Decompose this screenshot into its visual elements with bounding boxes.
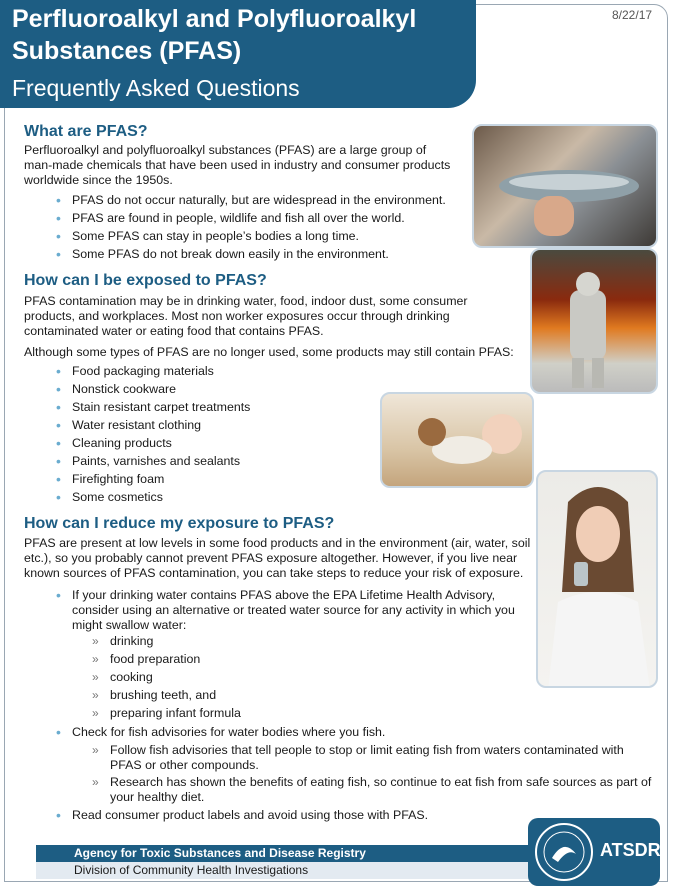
section3-para-line: known sources of PFAS contamination, you can take steps to reduce your risk of exposure. xyxy=(24,566,524,580)
list-item: Read consumer product labels and avoid using those with PFAS. xyxy=(72,808,429,822)
section3-para-line: PFAS are present at low levels in some food products and in the environment (air, water, soil xyxy=(24,536,531,550)
baby-photo xyxy=(380,392,534,488)
chevron-right-icon: » xyxy=(92,775,99,789)
bullet-icon: • xyxy=(56,807,61,823)
title-line-1: Perfluoroalkyl and Polyfluoroalkyl xyxy=(12,5,417,33)
list-item: Food packaging materials xyxy=(72,364,214,378)
bullet-icon: • xyxy=(56,471,61,487)
bullet-icon: • xyxy=(56,724,61,740)
list-item: Water resistant clothing xyxy=(72,418,202,432)
sub-list-item: drinking xyxy=(110,634,154,648)
sub-list-item: Follow fish advisories that tell people to stop or limit eating fish from waters contaminated with xyxy=(110,743,624,757)
sub-list-item: cooking xyxy=(110,670,153,684)
bullet-icon: • xyxy=(56,587,61,603)
list-item: Stain resistant carpet treatments xyxy=(72,400,251,414)
list-item: Check for fish advisories for water bodies where you fish. xyxy=(72,725,386,739)
chevron-right-icon: » xyxy=(92,634,99,648)
heading-what-are-pfas: What are PFAS? xyxy=(24,123,148,140)
bullet-icon: • xyxy=(56,210,61,226)
date: 8/22/17 xyxy=(612,8,653,22)
section3-para-line: etc.), so you probably cannot prevent PFAS exposure altogether. However, if you live near xyxy=(24,551,518,565)
bullet-icon: • xyxy=(56,435,61,451)
heading-reduce-exposure: How can I reduce my exposure to PFAS? xyxy=(24,515,335,532)
section1-para-line: Perfluoroalkyl and polyfluoroalkyl substances (PFAS) are a large group of xyxy=(24,143,427,157)
list-item-continued: consider using an alternative or treated water source for any activity in which you xyxy=(72,603,515,617)
woman-icon xyxy=(538,472,658,688)
fish-icon xyxy=(474,126,658,248)
bullet-icon: • xyxy=(56,192,61,208)
list-item: Some PFAS do not break down easily in the environment. xyxy=(72,247,389,261)
division-name: Division of Community Health Investigations xyxy=(74,863,309,877)
subtitle: Frequently Asked Questions xyxy=(12,75,300,101)
section1-para-line: worldwide since the 1950s. xyxy=(24,173,173,187)
baby-icon xyxy=(382,394,534,488)
bullet-icon: • xyxy=(56,417,61,433)
chevron-right-icon: » xyxy=(92,743,99,757)
bullet-icon: • xyxy=(56,489,61,505)
bullet-icon: • xyxy=(56,246,61,262)
bullet-icon: • xyxy=(56,381,61,397)
section2-para-line: PFAS contamination may be in drinking water, food, indoor dust, some consumer xyxy=(24,294,468,308)
list-item: PFAS are found in people, wildlife and fish all over the world. xyxy=(72,211,405,225)
logo-text: ATSDR xyxy=(600,840,661,860)
list-item: Firefighting foam xyxy=(72,472,165,486)
woman-drinking-photo xyxy=(536,470,658,688)
sub-list-item: brushing teeth, and xyxy=(110,688,217,702)
list-item: Paints, varnishes and sealants xyxy=(72,454,241,468)
section2-para-line: contaminated water or eating food that contains PFAS. xyxy=(24,324,324,338)
sub-list-item: preparing infant formula xyxy=(110,706,241,720)
chevron-right-icon: » xyxy=(92,652,99,666)
firefighter-icon xyxy=(532,250,658,394)
list-item-continued: might swallow water: xyxy=(72,618,187,632)
section1-para-line: man-made chemicals that have been used in industry and consumer products xyxy=(24,158,451,172)
sub-list-item: Research has shown the benefits of eating fish, so continue to eat fish from safe sources as part of xyxy=(110,775,652,789)
firefighter-photo xyxy=(530,248,658,394)
list-item: PFAS do not occur naturally, but are widespread in the environment. xyxy=(72,193,446,207)
chevron-right-icon: » xyxy=(92,688,99,702)
list-item: Nonstick cookware xyxy=(72,382,176,396)
list-item: Some cosmetics xyxy=(72,490,163,504)
fish-photo xyxy=(472,124,658,248)
agency-name: Agency for Toxic Substances and Disease Registry xyxy=(74,846,366,860)
list-item: Some PFAS can stay in people’s bodies a long time. xyxy=(72,229,359,243)
section2-para2: Although some types of PFAS are no longer used, some products may still contain PFAS: xyxy=(24,345,514,359)
bullet-icon: • xyxy=(56,228,61,244)
bullet-icon: • xyxy=(56,453,61,469)
chevron-right-icon: » xyxy=(92,706,99,720)
atsdr-logo xyxy=(528,818,660,886)
heading-exposure: How can I be exposed to PFAS? xyxy=(24,272,267,289)
sub-list-item-continued: PFAS or other compounds. xyxy=(110,758,259,772)
sub-list-item: food preparation xyxy=(110,652,201,666)
title-banner xyxy=(0,0,476,108)
list-item: If your drinking water contains PFAS above the EPA Lifetime Health Advisory, xyxy=(72,588,496,602)
bullet-icon: • xyxy=(56,363,61,379)
sub-list-item-continued: your healthy diet. xyxy=(110,790,205,804)
hhs-seal-icon xyxy=(528,818,594,886)
list-item: Cleaning products xyxy=(72,436,172,450)
chevron-right-icon: » xyxy=(92,670,99,684)
bullet-icon: • xyxy=(56,399,61,415)
section2-para-line: products, and workplaces. Most non worker exposures occur through drinking xyxy=(24,309,450,323)
title-line-2: Substances (PFAS) xyxy=(12,37,242,65)
